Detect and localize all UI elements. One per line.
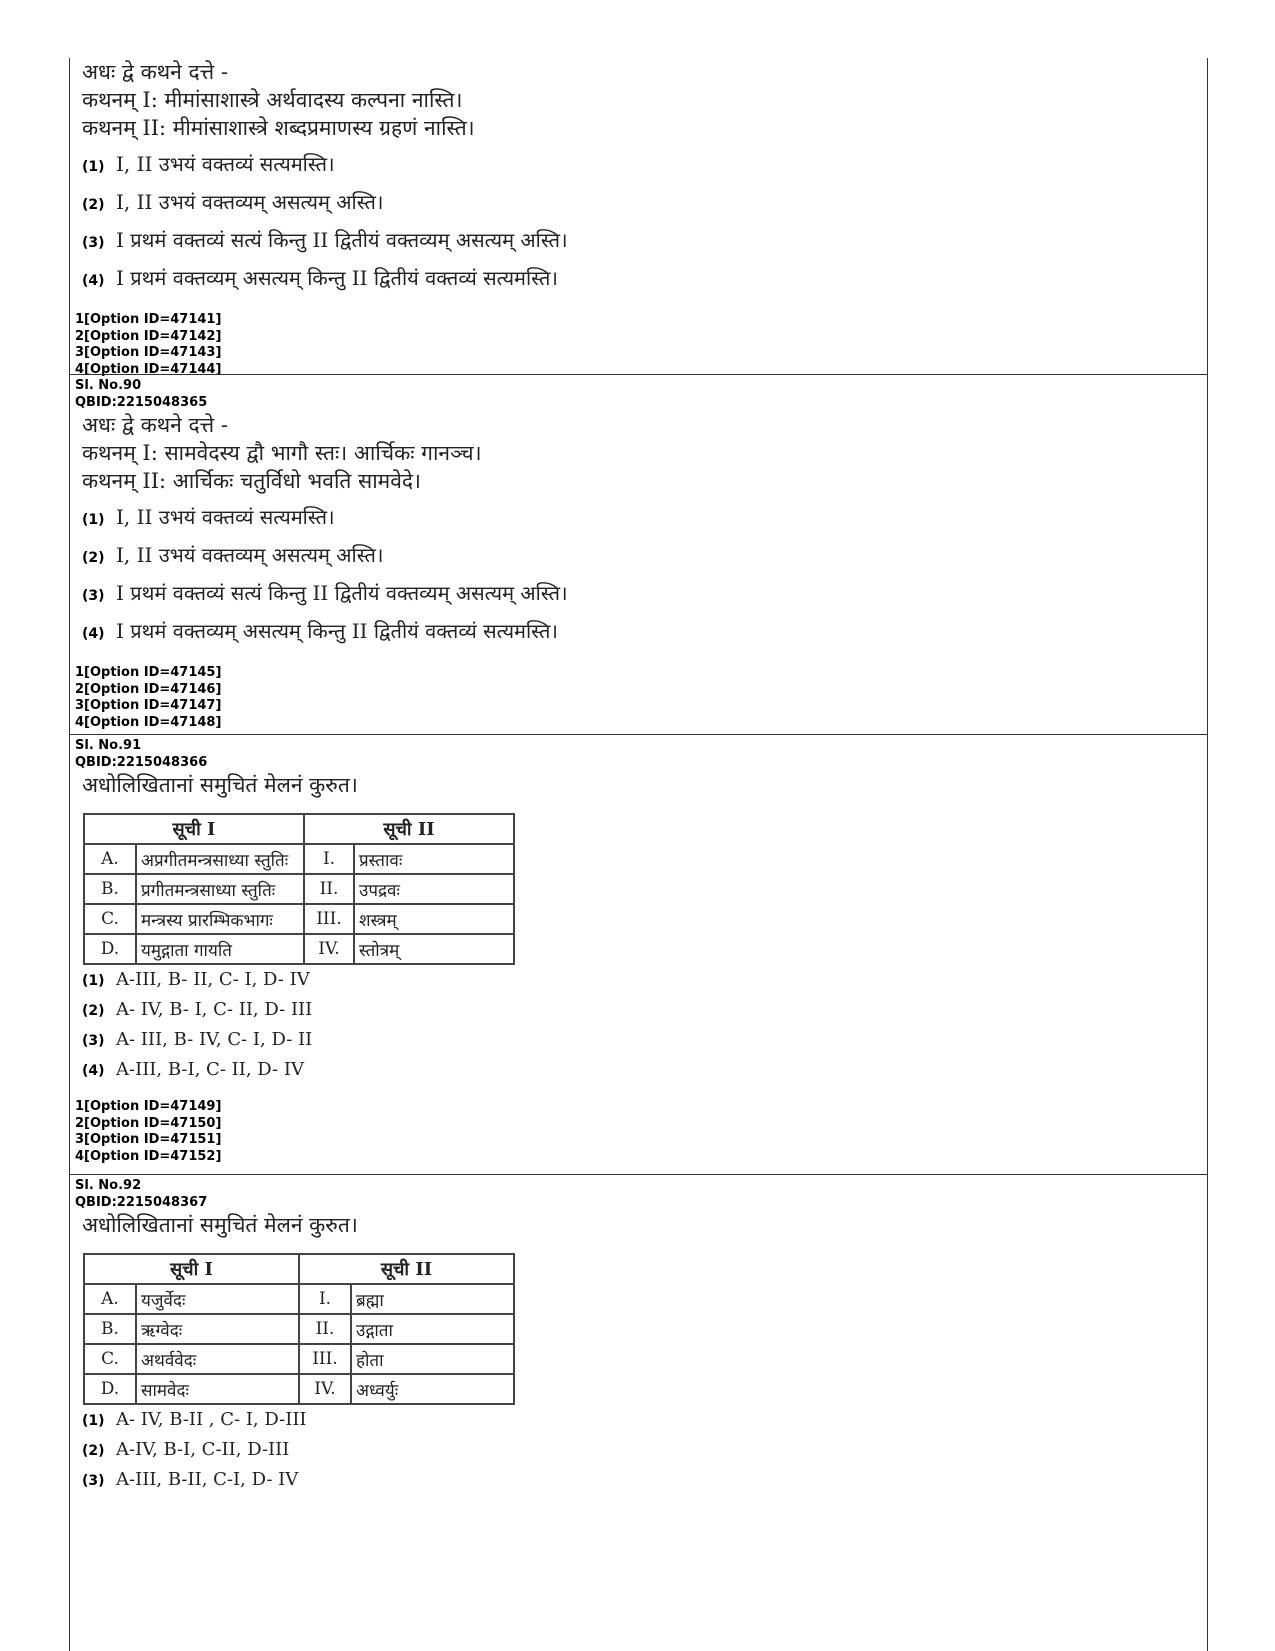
q91-option-id-1: 1[Option ID=47149]: [75, 1099, 222, 1114]
divider: [70, 734, 1207, 735]
q90-option-id-1: 1[Option ID=47145]: [75, 665, 222, 680]
q89-statement-2: कथनम् II: मीमांसाशास्त्रे शब्दप्रमाणस्य ग्रहणं नास्ति।: [82, 116, 475, 140]
question-92: [70, 1178, 1207, 1499]
q89-option-id-2: 2[Option ID=47142]: [75, 328, 222, 344]
q89-option-id-3: 3[Option ID=47143]: [75, 345, 222, 360]
q89-option-id-4: 4[Option ID=47144]: [75, 361, 222, 377]
q90-option-id-4: 4[Option ID=47148]: [75, 714, 222, 730]
q89-option-2[interactable]: (2) I, II उभयं वक्तव्यम् असत्यम् अस्ति।: [82, 190, 384, 214]
q92-option-3[interactable]: (3) A-III, B-II, C-I, D- IV: [82, 1469, 299, 1490]
q89-option-4[interactable]: (4) I प्रथमं वक्तव्यम् असत्यम् किन्तु II द्वितीयं वक्तव्यं सत्यमस्ति।: [82, 266, 558, 290]
q90-intro: अधः द्वे कथने दत्ते -: [82, 413, 228, 437]
q91-serial-number: Sl. No.91: [75, 738, 142, 753]
q90-option-id-2: 2[Option ID=47146]: [75, 681, 222, 697]
q89-option-id-1: 1[Option ID=47141]: [75, 312, 222, 327]
table-row: D. यमुद्गाता गायति IV. स्तोत्रम्: [84, 934, 514, 964]
q90-statement-1: कथनम् I: सामवेदस्य द्वौ भागौ स्तः। आर्चिकः गानञ्च।: [82, 441, 482, 465]
q91-prompt: अधोलिखितानां समुचितं मेलनं कुरुत।: [82, 773, 358, 797]
table-row: C. अथर्ववेदः III. होता: [84, 1344, 514, 1374]
q91-option-id-2: 2[Option ID=47150]: [75, 1115, 222, 1131]
q90-option-id-3: 3[Option ID=47147]: [75, 698, 222, 713]
q92-match-table: [83, 1253, 515, 1405]
table-header-row: [84, 1254, 514, 1284]
question-89: [70, 58, 1207, 378]
table-row: A. अप्रगीतमन्त्रसाध्या स्तुतिः I. प्रस्तावः: [84, 844, 514, 874]
list-1-header: सूची I: [84, 1254, 299, 1284]
q92-qbid: QBID:2215048367: [75, 1194, 208, 1210]
q89-option-3[interactable]: (3) I प्रथमं वक्तव्यं सत्यं किन्तु II द्वितीयं वक्तव्यम् असत्यम् अस्ति।: [82, 228, 568, 252]
q92-option-1[interactable]: (1) A- IV, B-II , C- I, D-III: [82, 1409, 307, 1430]
question-90: [70, 378, 1207, 731]
table-header-row: [84, 814, 514, 844]
table-row: B. ऋग्वेदः II. उद्गाता: [84, 1314, 514, 1344]
q91-match-table: [83, 813, 515, 965]
q89-statement-1: कथनम् I: मीमांसाशास्त्रे अर्थवादस्य कल्पना नास्ति।: [82, 88, 463, 112]
q91-qbid: QBID:2215048366: [75, 754, 208, 770]
question-91: [70, 738, 1207, 1165]
q90-option-4[interactable]: (4) I प्रथमं वक्तव्यम् असत्यम् किन्तु II द्वितीयं वक्तव्यं सत्यमस्ति।: [82, 619, 558, 643]
table-row: D. सामवेदः IV. अध्वर्युः: [84, 1374, 514, 1404]
q92-serial-number: Sl. No.92: [75, 1178, 142, 1193]
q91-option-2[interactable]: (2) A- IV, B- I, C- II, D- III: [82, 999, 313, 1020]
q90-option-2[interactable]: (2) I, II उभयं वक्तव्यम् असत्यम् अस्ति।: [82, 543, 384, 567]
q90-option-1[interactable]: (1) I, II उभयं वक्तव्यं सत्यमस्ति।: [82, 505, 335, 529]
q89-intro: अधः द्वे कथने दत्ते -: [82, 60, 228, 84]
list-2-header: सूची II: [299, 1254, 514, 1284]
q91-option-1[interactable]: (1) A-III, B- II, C- I, D- IV: [82, 969, 310, 990]
q89-option-1[interactable]: (1) I, II उभयं वक्तव्यं सत्यमस्ति।: [82, 152, 335, 176]
q92-prompt: अधोलिखितानां समुचितं मेलनं कुरुत।: [82, 1213, 358, 1237]
table-row: C. मन्त्रस्य प्रारम्भिकभागः III. शस्त्रम्: [84, 904, 514, 934]
list-2-header: सूची II: [304, 814, 514, 844]
q90-statement-2: कथनम् II: आर्चिकः चतुर्विधो भवति सामवेदे।: [82, 469, 422, 493]
q90-option-3[interactable]: (3) I प्रथमं वक्तव्यं सत्यं किन्तु II द्वितीयं वक्तव्यम् असत्यम् अस्ति।: [82, 581, 568, 605]
q91-option-4[interactable]: (4) A-III, B-I, C- II, D- IV: [82, 1059, 304, 1080]
table-row: A. यजुर्वेदः I. ब्रह्मा: [84, 1284, 514, 1314]
table-row: B. प्रगीतमन्त्रसाध्या स्तुतिः II. उपद्रवः: [84, 874, 514, 904]
q91-option-3[interactable]: (3) A- III, B- IV, C- I, D- II: [82, 1029, 313, 1050]
divider: [70, 1174, 1207, 1175]
page-frame: [69, 58, 1208, 1651]
q90-qbid: QBID:2215048365: [75, 394, 208, 410]
list-1-header: सूची I: [84, 814, 304, 844]
q91-option-id-4: 4[Option ID=47152]: [75, 1148, 222, 1164]
divider: [70, 374, 1207, 375]
q91-option-id-3: 3[Option ID=47151]: [75, 1132, 222, 1147]
q92-option-2[interactable]: (2) A-IV, B-I, C-II, D-III: [82, 1439, 290, 1460]
q90-serial-number: Sl. No.90: [75, 378, 142, 393]
